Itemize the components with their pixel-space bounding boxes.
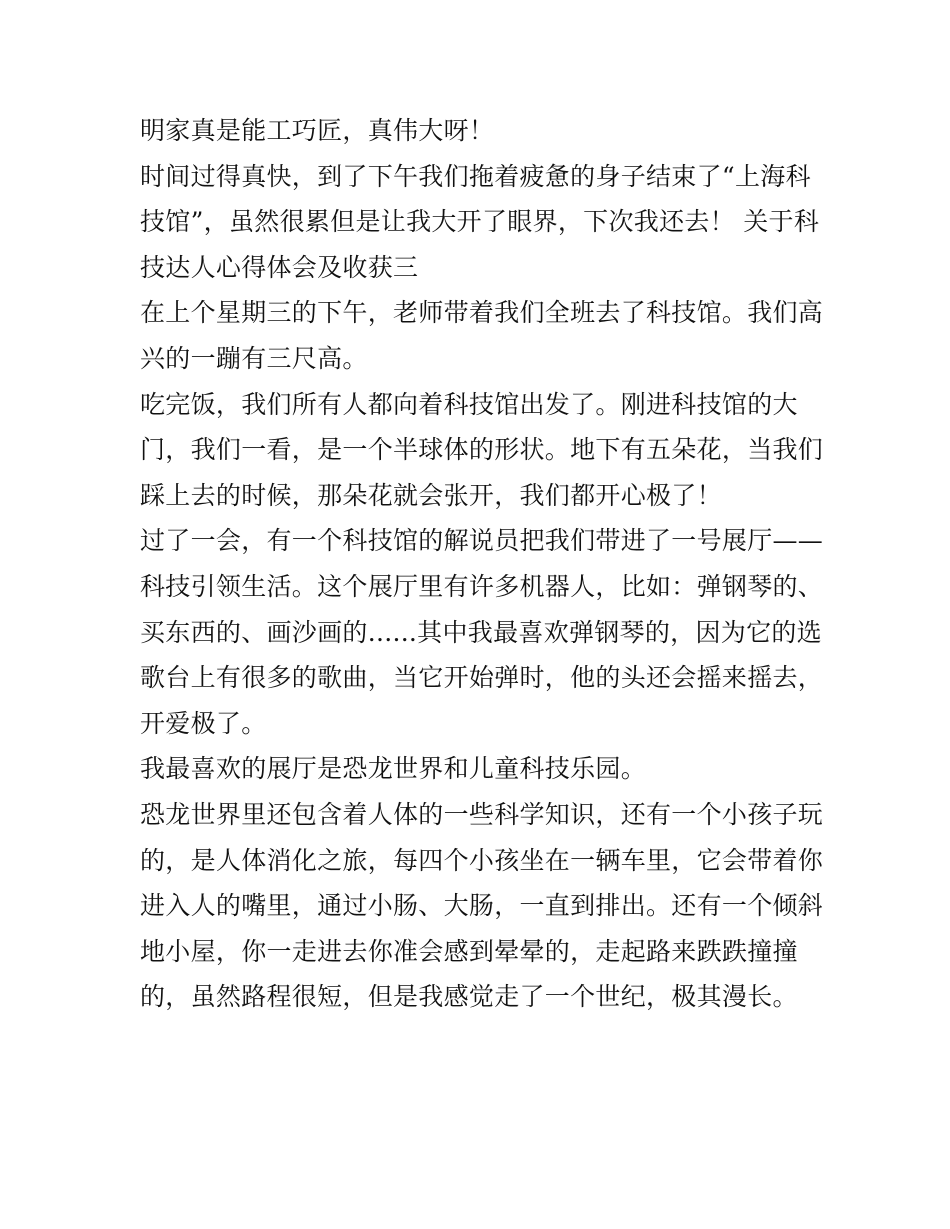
text-line: 兴的一蹦有三尺高。	[140, 343, 368, 373]
text-line: 门，我们一看，是一个半球体的形状。地下有五朵花，当我们	[140, 435, 824, 465]
text-line: 的，虽然路程很短，但是我感觉走了一个世纪，极其漫长。	[140, 982, 798, 1012]
text-line: 技达人心得体会及收获三	[140, 252, 419, 282]
text-line: 的，是人体消化之旅，每四个小孩坐在一辆车里，它会带着你	[140, 845, 824, 875]
text-line: 在上个星期三的下午，老师带着我们全班去了科技馆。我们高	[140, 298, 824, 328]
text-line: 过了一会，有一个科技馆的解说员把我们带进了一号展厅——	[140, 526, 824, 556]
text-line: 我最喜欢的展厅是恐龙世界和儿童科技乐园。	[140, 754, 647, 784]
text-line: 开爱极了。	[140, 708, 267, 738]
text-line: 歌台上有很多的歌曲，当它开始弹时，他的头还会摇来摇去，	[140, 663, 824, 693]
text-line: 买东西的、画沙画的......其中我最喜欢弹钢琴的，因为它的选	[140, 617, 822, 647]
body-text	[140, 108, 824, 1020]
text-line: 进入人的嘴里，通过小肠、大肠，一直到排出。还有一个倾斜	[140, 891, 824, 921]
text-line: 吃完饭，我们所有人都向着科技馆出发了。刚进科技馆的大	[140, 389, 798, 419]
text-line: 踩上去的时候，那朵花就会张开，我们都开心极了！	[140, 480, 722, 510]
text-line: 科技引领生活。这个展厅里有许多机器人，比如：弹钢琴的、	[140, 571, 824, 601]
text-line: 恐龙世界里还包含着人体的一些科学知识，还有一个小孩子玩	[140, 799, 824, 829]
text-line: 明家真是能工巧匠，真伟大呀！	[140, 116, 495, 145]
text-line: 时间过得真快，到了下午我们拖着疲惫的身子结束了“上海科	[140, 161, 811, 191]
text-line: 技馆”，虽然很累但是让我大开了眼界，下次我还去！ 关于科	[140, 207, 820, 237]
text-line: 地小屋，你一走进去你准会感到晕晕的，走起路来跌跌撞撞	[140, 936, 798, 966]
